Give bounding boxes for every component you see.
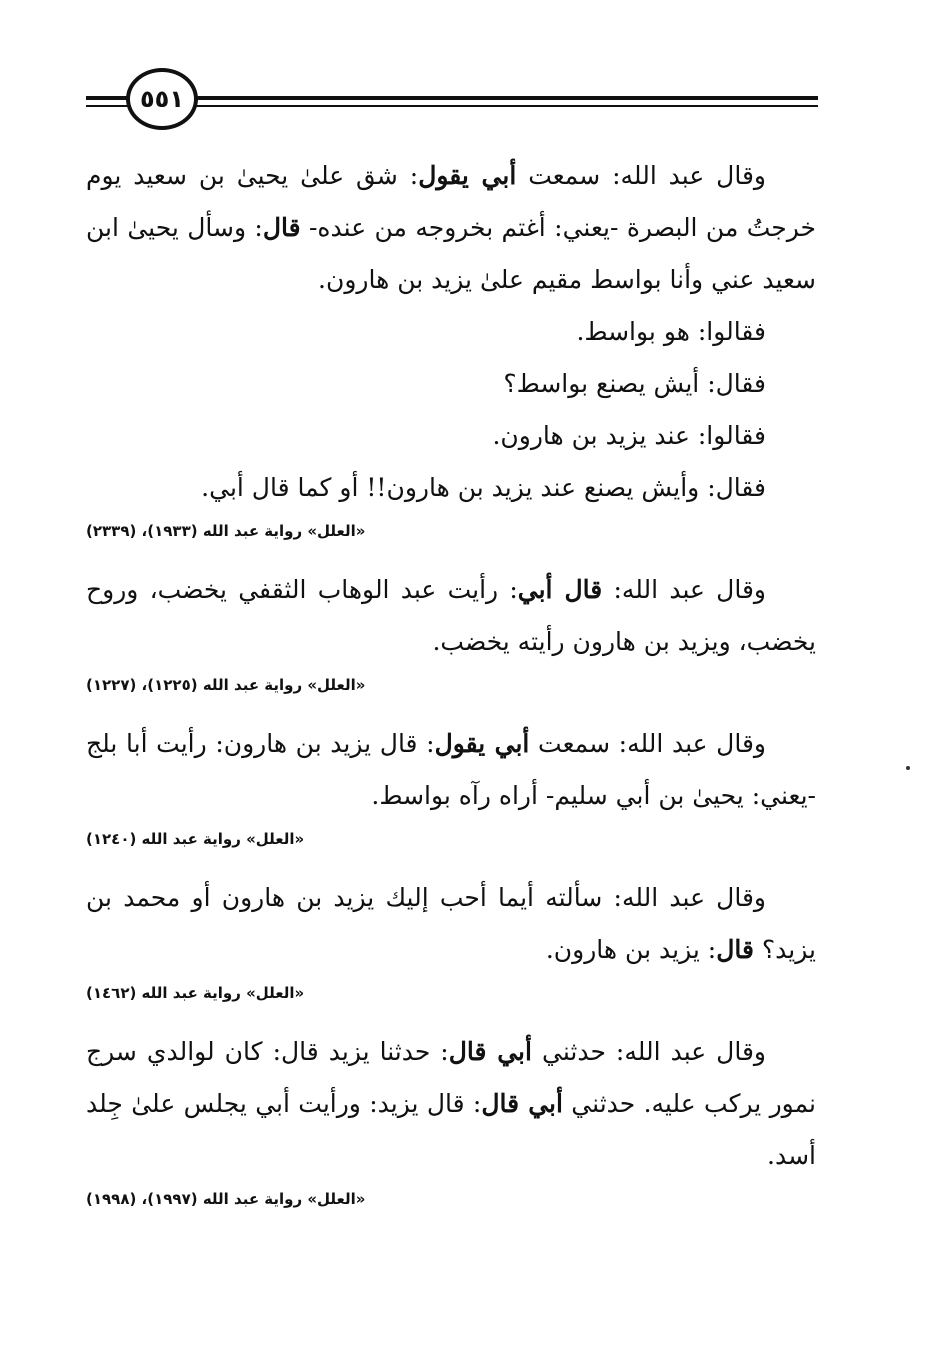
citation-text: «العلل» رواية عبد الله (١٢٢٥)، (١٢٢٧): [86, 676, 366, 694]
text-run: وقال عبد الله: سألته أيما أحب إليك يزيد بن هارون أو محمد بن يزيد؟: [86, 883, 816, 964]
text-run: فقال: وأيش يصنع عند يزيد بن هارون!! أو كما قال أبي.: [201, 473, 766, 502]
source-citation: [86, 1188, 816, 1210]
page-header: [86, 68, 818, 138]
entry-paragraph: [86, 872, 816, 976]
text-run: وقال عبد الله: سمعت: [516, 161, 766, 190]
entry-paragraph: [86, 150, 816, 306]
entry-paragraph: [86, 410, 816, 462]
source-citation: [86, 828, 816, 850]
bold-phrase: قال أبي: [517, 575, 603, 604]
entry-paragraph: [86, 306, 816, 358]
entry-paragraph: [86, 1026, 816, 1182]
citation-text: «العلل» رواية عبد الله (١٢٤٠): [86, 830, 305, 848]
text-run: : قال يزيد بن هارون: رأيت أبا بلج -يعني: يحيىٰ بن أبي سليم- أراه رآه بواسط.: [86, 729, 816, 810]
page-content: [86, 150, 816, 1232]
bold-phrase: قال: [262, 213, 301, 242]
text-run: : رأيت عبد الوهاب الثقفي يخضب، وروح يخضب، ويزيد بن هارون رأيته يخضب.: [86, 575, 816, 656]
bold-phrase: أبي قال: [481, 1089, 563, 1118]
bold-phrase: أبي قال: [448, 1037, 532, 1066]
entry-block: [86, 718, 816, 850]
entry-paragraph: [86, 462, 816, 514]
citation-text: «العلل» رواية عبد الله (١٤٦٢): [86, 984, 305, 1002]
text-run: وقال عبد الله: حدثني: [531, 1037, 766, 1066]
entry-paragraph: [86, 564, 816, 668]
entry-paragraph: [86, 718, 816, 822]
bold-phrase: أبي يقول: [418, 161, 517, 190]
citation-text: «العلل» رواية عبد الله (١٩٩٧)، (١٩٩٨): [86, 1190, 366, 1208]
entry-block: [86, 564, 816, 696]
citation-text: «العلل» رواية عبد الله (١٩٣٣)، (٢٣٣٩): [86, 522, 366, 540]
text-run: وقال عبد الله:: [602, 575, 766, 604]
bold-phrase: أبي يقول: [434, 729, 530, 758]
text-run: : يزيد بن هارون.: [545, 935, 717, 964]
text-run: فقال: أيش يصنع بواسط؟: [503, 369, 766, 398]
bold-phrase: قال: [716, 935, 754, 964]
page-number-badge: ٥٥١: [126, 68, 198, 130]
entry-block: [86, 150, 816, 542]
source-citation: [86, 520, 816, 542]
text-run: : شق علىٰ يحيىٰ بن سعيد يوم خرجتُ من البصرة -يعني: أغتم بخروجه من عنده-: [86, 161, 816, 242]
entry-block: [86, 1026, 816, 1210]
text-run: : حدثنا يزيد قال: كان لوالدي سرج نمور يركب عليه. حدثني: [86, 1037, 816, 1118]
text-run: : قال يزيد: ورأيت أبي يجلس علىٰ جِلد أسد.: [86, 1089, 816, 1170]
entry-paragraph: [86, 358, 816, 410]
text-run: فقالوا: عند يزيد بن هارون.: [492, 421, 766, 450]
text-run: فقالوا: هو بواسط.: [576, 317, 766, 346]
margin-dot: [906, 766, 910, 770]
source-citation: [86, 674, 816, 696]
text-run: : وسأل يحيىٰ ابن سعيد عني وأنا بواسط مقيم علىٰ يزيد بن هارون.: [86, 213, 816, 294]
source-citation: [86, 982, 816, 1004]
text-run: وقال عبد الله: سمعت: [529, 729, 766, 758]
entry-block: [86, 872, 816, 1004]
